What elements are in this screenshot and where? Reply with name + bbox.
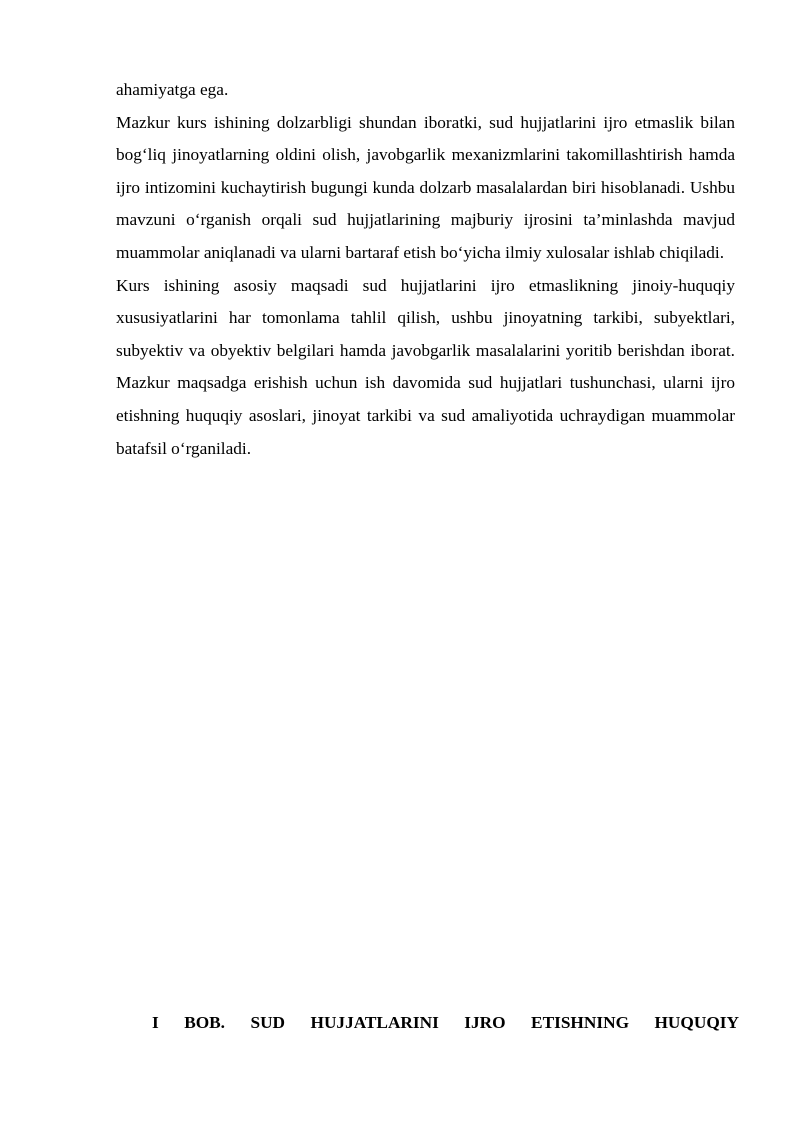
chapter-heading-word: HUJJATLARINI: [310, 1013, 439, 1032]
body-text: [116, 74, 735, 465]
chapter-heading-line: [152, 1010, 739, 1036]
chapter-heading-word: HUQUQIY: [654, 1013, 739, 1032]
chapter-heading-word: SUD: [250, 1013, 286, 1032]
chapter-heading-word: ETISHNING: [531, 1013, 630, 1032]
paragraph-goal: Kurs ishining asosiy maqsadi sud hujjatlarini ijro etmaslikning jinoiy-huquqiy xususiyatlarini har tomonlama tahlil qilish, ushbu jinoyatning tarkibi, subyektlari, subyektiv va obyektiv belgilari hamda javobgarlik masalalarini yoritib berishdan iborat. Mazkur maqsadga erishish uchun ish davomida sud hujjatlari tushunchasi, ularni ijro etishning huquqiy asoslari, jinoyat tarkibi va sud amaliyotida uchraydigan muammolar batafsil o‘rganiladi.: [116, 275, 735, 458]
chapter-heading-word: BOB.: [184, 1013, 226, 1032]
chapter-heading: [152, 1010, 739, 1036]
paragraph-relevance: Mazkur kurs ishining dolzarbligi shundan iboratki, sud hujjatlarini ijro etmaslik bilan bog‘liq jinoyatlarning oldini olish, javobgarlik mexanizmlarini takomillashtirish hamda ijro intizomini kuchaytirish bugungi kunda dolzarb masalalardan biri hisoblanadi. Ushbu mavzuni o‘rganish orqali sud hujjatlarining majburiy ijrosini ta’minlashda mavjud muammolar aniqlanadi va ularni bartaraf etish bo‘yicha ilmiy xulosalar ishlab chiqiladi.: [116, 112, 735, 262]
paragraph-continuation: ahamiyatga ega.: [116, 80, 229, 99]
chapter-heading-word: IJRO: [464, 1013, 506, 1032]
chapter-heading-word: I: [152, 1013, 159, 1032]
